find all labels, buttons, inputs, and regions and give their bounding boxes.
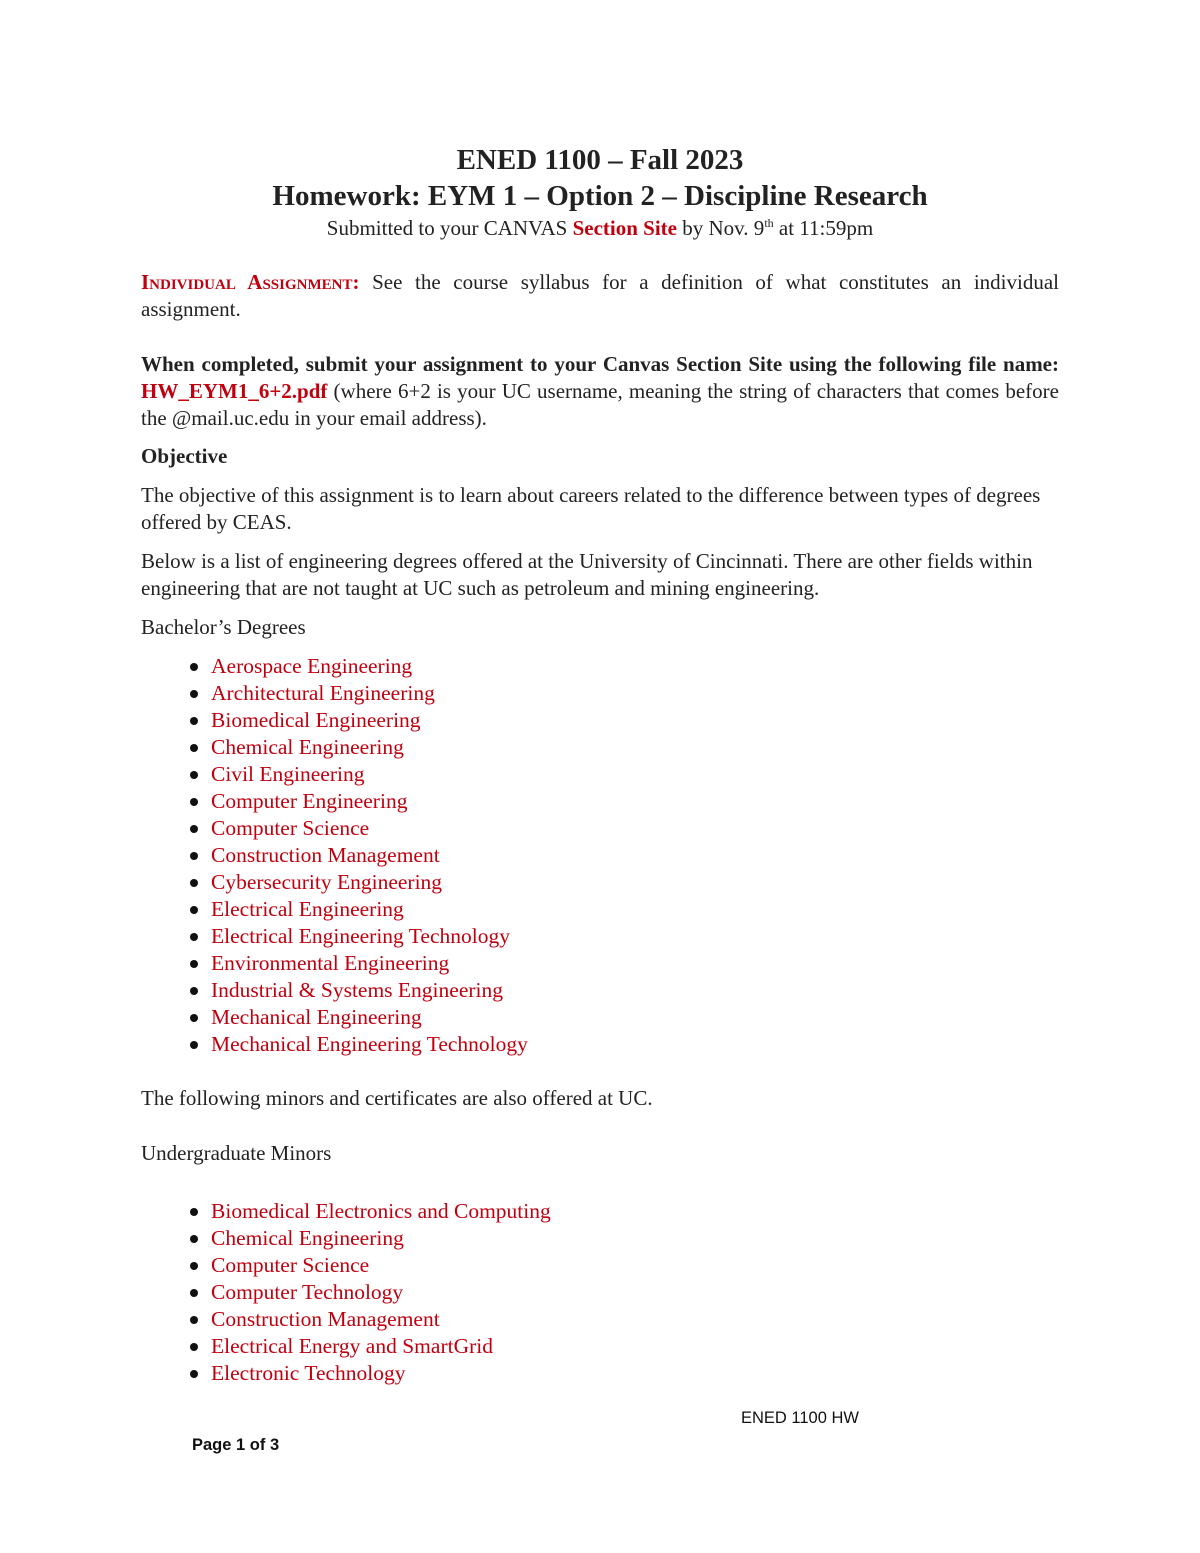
list-item xyxy=(190,653,528,680)
objective-heading: Objective xyxy=(141,444,228,468)
degree-label: Biomedical Engineering xyxy=(211,708,421,732)
bullet-icon xyxy=(190,906,198,914)
individual-assignment-label: Individual Assignment: xyxy=(141,270,360,294)
submission-instruction-rest: (where 6+2 is your UC username, meaning the string of characters that comes before the @mail.uc.edu in your email address). xyxy=(141,379,1059,430)
list-item xyxy=(190,1306,551,1333)
list-item xyxy=(190,680,528,707)
objective-paragraph-2 xyxy=(141,548,1059,602)
minor-label: Construction Management xyxy=(211,1307,440,1331)
bullet-icon xyxy=(190,1014,198,1022)
degree-label: Architectural Engineering xyxy=(211,681,435,705)
minor-label: Biomedical Electronics and Computing xyxy=(211,1199,551,1223)
degree-label: Civil Engineering xyxy=(211,762,365,786)
degree-label: Electrical Engineering Technology xyxy=(211,924,510,948)
minor-label: Chemical Engineering xyxy=(211,1226,404,1250)
bullet-icon xyxy=(190,1343,198,1351)
submission-deadline xyxy=(0,215,1200,241)
bachelors-list xyxy=(190,653,528,1058)
page-total: 3 xyxy=(269,1436,280,1454)
minor-label: Computer Science xyxy=(211,1253,370,1277)
bullet-icon xyxy=(190,663,198,671)
list-item xyxy=(190,842,528,869)
individual-assignment-note xyxy=(141,269,1059,323)
bullet-icon xyxy=(190,1289,198,1297)
list-item xyxy=(190,1198,551,1225)
list-item xyxy=(190,950,528,977)
list-item xyxy=(190,869,528,896)
list-item xyxy=(190,1004,528,1031)
degree-label: Chemical Engineering xyxy=(211,735,404,759)
assignment-title: Homework: EYM 1 – Option 2 – Discipline Research xyxy=(272,180,928,212)
bullet-icon xyxy=(190,879,198,887)
degree-label: Construction Management xyxy=(211,843,440,867)
page-number xyxy=(192,1436,279,1455)
minors-intro: The following minors and certificates are also offered at UC. xyxy=(141,1086,653,1110)
bullet-icon xyxy=(190,744,198,752)
degree-label: Mechanical Engineering Technology xyxy=(211,1032,528,1056)
page-current: 1 xyxy=(236,1436,246,1454)
list-item xyxy=(190,896,528,923)
minors-heading: Undergraduate Minors xyxy=(141,1141,332,1165)
running-header-label: ENED 1100 HW xyxy=(741,1409,859,1427)
individual-assignment-text: See the course syllabus for a definition of what constitutes an individual assignment. xyxy=(141,270,1059,321)
minor-label: Electrical Energy and SmartGrid xyxy=(211,1334,493,1358)
degree-label: Environmental Engineering xyxy=(211,951,450,975)
list-item xyxy=(190,977,528,1004)
bullet-icon xyxy=(190,1041,198,1049)
bullet-icon xyxy=(190,933,198,941)
objective-text-1: The objective of this assignment is to learn about careers related to the difference between types of degrees offered by CEAS. xyxy=(141,483,1041,534)
list-item xyxy=(190,923,528,950)
degree-label: Electrical Engineering xyxy=(211,897,404,921)
bullet-icon xyxy=(190,1262,198,1270)
page-word: Page xyxy=(192,1436,237,1454)
submit-prefix: Submitted to your CANVAS xyxy=(326,216,573,240)
minor-label: Computer Technology xyxy=(211,1280,404,1304)
degree-label: Computer Science xyxy=(211,816,370,840)
list-item xyxy=(190,734,528,761)
degree-label: Mechanical Engineering xyxy=(211,1005,422,1029)
list-item xyxy=(190,1360,551,1387)
list-item xyxy=(190,1333,551,1360)
section-site-label: Section Site xyxy=(572,216,677,240)
objective-paragraph-1 xyxy=(141,482,1059,536)
bullet-icon xyxy=(190,960,198,968)
degree-label: Industrial & Systems Engineering xyxy=(211,978,504,1002)
minors-intro-wrap xyxy=(141,1085,1059,1112)
bullet-icon xyxy=(190,690,198,698)
bachelors-heading: Bachelor’s Degrees xyxy=(141,615,306,639)
page-of-word: of xyxy=(245,1436,270,1454)
submit-date: by Nov. 9 xyxy=(677,216,765,240)
submission-instruction-bold: When completed, submit your assignment to your Canvas Section Site using the following file name: xyxy=(141,352,1059,376)
list-item xyxy=(190,788,528,815)
course-title: ENED 1100 – Fall 2023 xyxy=(456,144,744,176)
bullet-icon xyxy=(190,825,198,833)
degree-label: Computer Engineering xyxy=(211,789,408,813)
objective-section xyxy=(141,443,1059,470)
bullet-icon xyxy=(190,717,198,725)
list-item xyxy=(190,1279,551,1306)
degree-label: Cybersecurity Engineering xyxy=(211,870,443,894)
list-item xyxy=(190,1225,551,1252)
submit-time: at 11:59pm xyxy=(773,216,874,240)
list-item xyxy=(190,815,528,842)
list-item xyxy=(190,1252,551,1279)
bullet-icon xyxy=(190,798,198,806)
bullet-icon xyxy=(190,1316,198,1324)
minor-label: Electronic Technology xyxy=(211,1361,406,1385)
bachelors-heading-wrap xyxy=(141,614,1059,641)
bullet-icon xyxy=(190,1208,198,1216)
bullet-icon xyxy=(190,852,198,860)
bullet-icon xyxy=(190,771,198,779)
list-item xyxy=(190,761,528,788)
file-name: HW_EYM1_6+2.pdf xyxy=(141,379,328,403)
submit-date-suffix: th xyxy=(764,216,774,230)
bullet-icon xyxy=(190,1370,198,1378)
list-item xyxy=(190,1031,528,1058)
bullet-icon xyxy=(190,987,198,995)
minors-list xyxy=(190,1198,551,1387)
bullet-icon xyxy=(190,1235,198,1243)
minors-heading-wrap xyxy=(141,1140,1059,1167)
degree-label: Aerospace Engineering xyxy=(211,654,413,678)
objective-text-2: Below is a list of engineering degrees offered at the University of Cincinnati. There are other fields within engineering that are not taught at UC such as petroleum and mining engineering. xyxy=(141,549,1033,600)
submission-instructions xyxy=(141,351,1059,432)
list-item xyxy=(190,707,528,734)
